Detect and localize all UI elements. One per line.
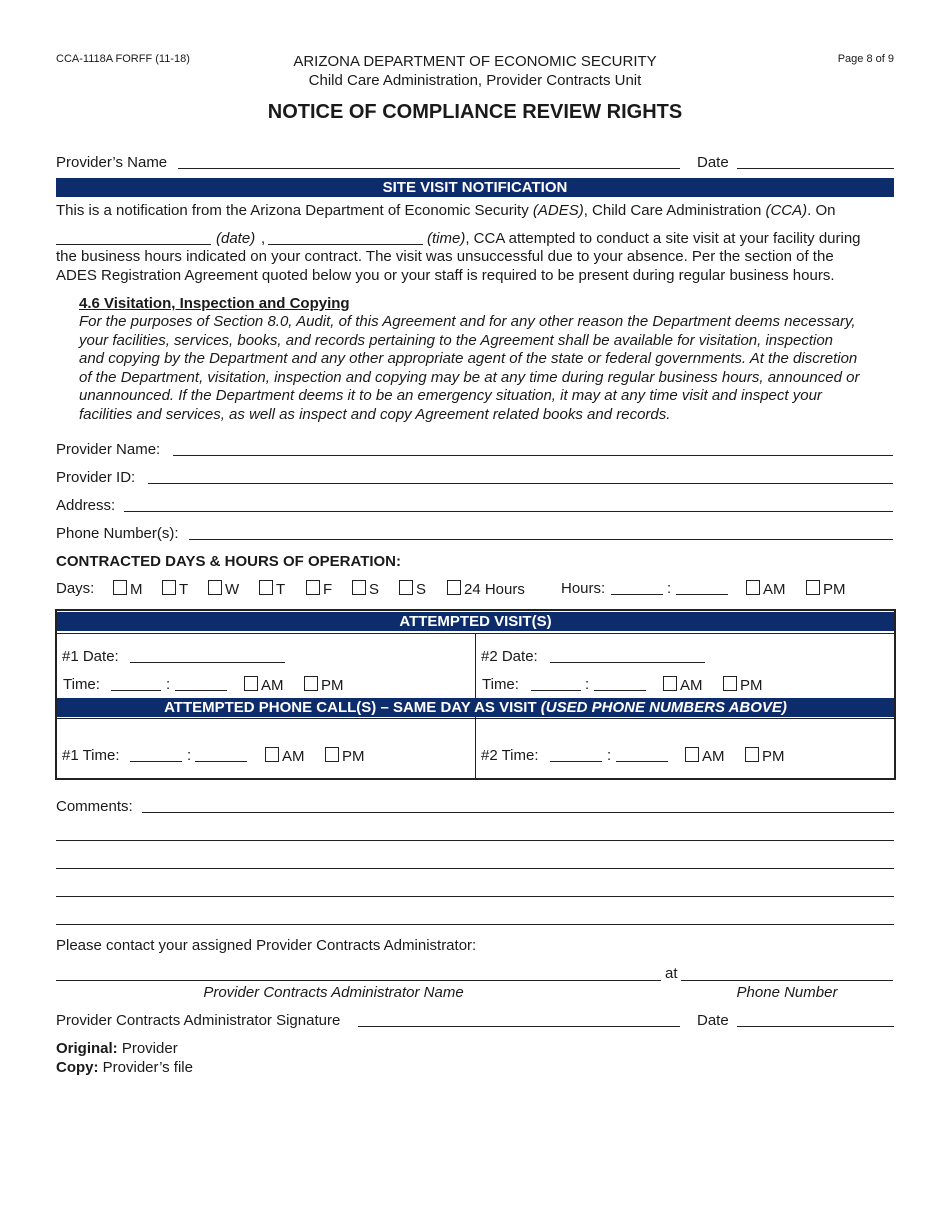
signature-date-line[interactable] [737,1026,894,1027]
quote-line: of the Department, visitation, inspection and copying may be at any time during regular business hours, announced or [79,368,860,386]
signature-date-label: Date [697,1012,729,1029]
call1-time-label: #1 Time: [62,747,120,764]
call1-minute-line[interactable] [195,761,247,762]
quote-line: unannounced. If the Department deems it to be an emergency situation, it may at any time visit and inspect your [79,387,822,405]
checkbox[interactable] [352,580,366,595]
checkbox[interactable] [806,580,820,595]
time-hint: (time) [427,230,466,247]
call1-colon: : [187,747,192,764]
visit2-minute-line[interactable] [594,690,646,691]
date-hint: (date) [216,230,256,247]
phone-line[interactable] [189,539,893,540]
visit-time-line[interactable] [268,244,423,245]
call1-pm-option[interactable] [325,747,365,765]
checkbox[interactable] [399,580,413,595]
day-option[interactable] [306,580,332,598]
day-option[interactable] [399,580,426,598]
hours-hour-line[interactable] [611,594,663,595]
call2-am-option[interactable] [685,747,725,765]
administrator-name-caption: Provider Contracts Administrator Name [203,984,464,1001]
contracted-heading: CONTRACTED DAYS & HOURS OF OPERATION: [56,553,402,570]
date-line[interactable] [737,168,894,169]
provider-name-field-line[interactable] [173,455,893,456]
pm-label: PM [823,581,846,598]
signature-line[interactable] [358,1026,680,1027]
comments-label: Comments: [56,798,133,815]
intro-cca: (CCA) [765,202,808,219]
provider-id-label: Provider ID: [56,469,136,486]
comments-line[interactable] [142,812,894,813]
am-label: AM [261,677,284,694]
phone-heading-a: ATTEMPTED PHONE CALL(S) – SAME DAY AS VISIT [164,699,541,716]
at-label: at [665,965,678,982]
pm-label: PM [762,748,785,765]
date-comma: , [261,230,266,247]
phone-label: Phone Number(s): [56,525,179,542]
visit2-date-label: #2 Date: [481,648,538,665]
intro-part-c: . On [807,202,836,219]
call2-time-label: #2 Time: [481,747,539,764]
site-visit-body [56,248,898,285]
pm-option[interactable] [806,580,846,598]
provider-name-field-label: Provider Name: [56,441,161,458]
quote-line: your facilities, services, books, and records pertaining to the Agreement shall be available for visitation, inspection [79,331,834,349]
day-option[interactable] [259,580,285,598]
day-label: W [225,581,240,598]
phone-number-caption: Phone Number [736,984,838,1001]
comments-line[interactable] [56,868,894,869]
visit1-am-option[interactable] [244,676,284,694]
site-visit-intro [56,202,898,221]
visit2-hour-line[interactable] [531,690,581,691]
checkbox[interactable] [447,580,461,595]
page-title: NOTICE OF COMPLIANCE REVIEW RIGHTS [267,101,683,123]
call2-pm-option[interactable] [745,747,785,765]
quote-line: For the purposes of Section 8.0, Audit, of this Agreement and for any other reason the Department deems necessary, [79,313,856,330]
days-label: Days: [56,580,95,597]
day-label: 24 Hours [464,581,525,598]
visit1-colon: : [166,676,171,693]
body-line-4: ADES Registration Agreement quoted below you or your staff is required to be present during regular business hours. [56,266,835,284]
provider-name-label: Provider’s Name [56,154,168,171]
time-hint-row [427,230,861,247]
call2-minute-line[interactable] [616,761,668,762]
copy-distribution [56,1059,193,1076]
call2-colon: : [607,747,612,764]
quote-line: facilities and services, as well as inspect and copy Agreement related books and records. [79,405,671,423]
checkbox[interactable] [162,580,176,595]
intro-ades: (ADES) [532,202,584,219]
am-label: AM [282,748,305,765]
day-label: M [130,581,143,598]
contact-instructions: Please contact your assigned Provider Contracts Administrator: [56,937,477,954]
call1-hour-line[interactable] [130,761,182,762]
hours-minute-line[interactable] [676,594,728,595]
day-option[interactable] [113,580,143,598]
visit2-date-line[interactable] [550,662,705,663]
checkbox[interactable] [746,580,760,595]
comments-line[interactable] [56,840,894,841]
phone-calls-heading [57,698,894,717]
original-value: Provider [117,1040,178,1057]
date-label: Date [697,154,729,171]
checkbox[interactable] [306,580,320,595]
pm-label: PM [342,748,365,765]
checkbox[interactable] [304,676,318,691]
divider [57,718,894,719]
day-label: T [276,581,286,598]
signature-label: Provider Contracts Administrator Signature [56,1012,341,1029]
provider-id-line[interactable] [148,483,893,484]
address-label: Address: [56,497,116,514]
original-label: Original: [56,1040,118,1057]
copy-value: Provider’s file [98,1059,193,1076]
administrator-name-line[interactable] [56,980,661,981]
visit2-time-label: Time: [482,676,519,693]
pm-label: PM [740,677,763,694]
section-heading: 4.6 Visitation, Inspection and Copying [79,295,350,312]
day-label: S [369,581,380,598]
comments-line[interactable] [56,924,894,925]
visit1-minute-line[interactable] [175,690,227,691]
pm-label: PM [321,677,344,694]
section-quote [79,313,894,425]
am-option[interactable] [746,580,786,598]
original-distribution [56,1040,178,1057]
checkbox[interactable] [259,580,273,595]
phone-heading-b: (USED PHONE NUMBERS ABOVE) [540,699,787,716]
call2-hour-line[interactable] [550,761,602,762]
checkbox[interactable] [113,580,127,595]
provider-name-line[interactable] [178,168,680,169]
body-line-3: the business hours indicated on your contract. The visit was unsuccessful due to your absence. Per the section of the [56,248,834,265]
visit2-colon: : [585,676,590,693]
intro-part-b: , Child Care Administration [583,202,766,219]
am-label: AM [702,748,725,765]
day-option[interactable] [352,580,379,598]
address-line[interactable] [124,511,893,512]
day-option[interactable] [208,580,239,598]
copy-label: Copy: [56,1059,99,1076]
visit1-date-line[interactable] [130,662,285,663]
intro-part-a: This is a notification from the Arizona Department of Economic Security [56,202,533,219]
checkbox[interactable] [663,676,677,691]
administrator-phone-line[interactable] [681,980,893,981]
day-label: S [416,581,427,598]
checkbox[interactable] [265,747,279,762]
hours-label: Hours: [561,580,606,597]
page-number: Page 8 of 9 [837,53,894,65]
checkbox[interactable] [208,580,222,595]
checkbox[interactable] [723,676,737,691]
visit1-date-label: #1 Date: [62,648,119,665]
checkbox[interactable] [244,676,258,691]
line2-rest: , CCA attempted to conduct a site visit at your facility during [465,230,861,247]
am-label: AM [763,581,786,598]
attempted-visits-heading: ATTEMPTED VISIT(S) [57,612,894,631]
visit-date-line[interactable] [56,244,211,245]
am-label: AM [680,677,703,694]
hours-colon: : [667,580,672,597]
visit2-pm-option[interactable] [723,676,763,694]
day-option[interactable] [162,580,188,598]
form-code: CCA-1118A FORFF (11-18) [56,53,190,65]
day-label: T [179,581,189,598]
checkbox[interactable] [325,747,339,762]
comments-line[interactable] [56,896,894,897]
quote-line: and copying by the Department and any other appropriate agent of the state or federal governments. At the discretion [79,350,858,368]
day-option-24h[interactable] [447,580,525,598]
site-visit-heading: SITE VISIT NOTIFICATION [56,178,894,197]
visit1-hour-line[interactable] [111,690,161,691]
visit1-pm-option[interactable] [304,676,344,694]
day-label: F [323,581,333,598]
division-name: Child Care Administration, Provider Contracts Unit [308,72,642,89]
checkbox[interactable] [745,747,759,762]
visit2-am-option[interactable] [663,676,703,694]
call1-am-option[interactable] [265,747,305,765]
checkbox[interactable] [685,747,699,762]
header-agency [0,52,950,90]
visit1-time-label: Time: [63,676,100,693]
agency-name: ARIZONA DEPARTMENT OF ECONOMIC SECURITY [293,53,657,70]
